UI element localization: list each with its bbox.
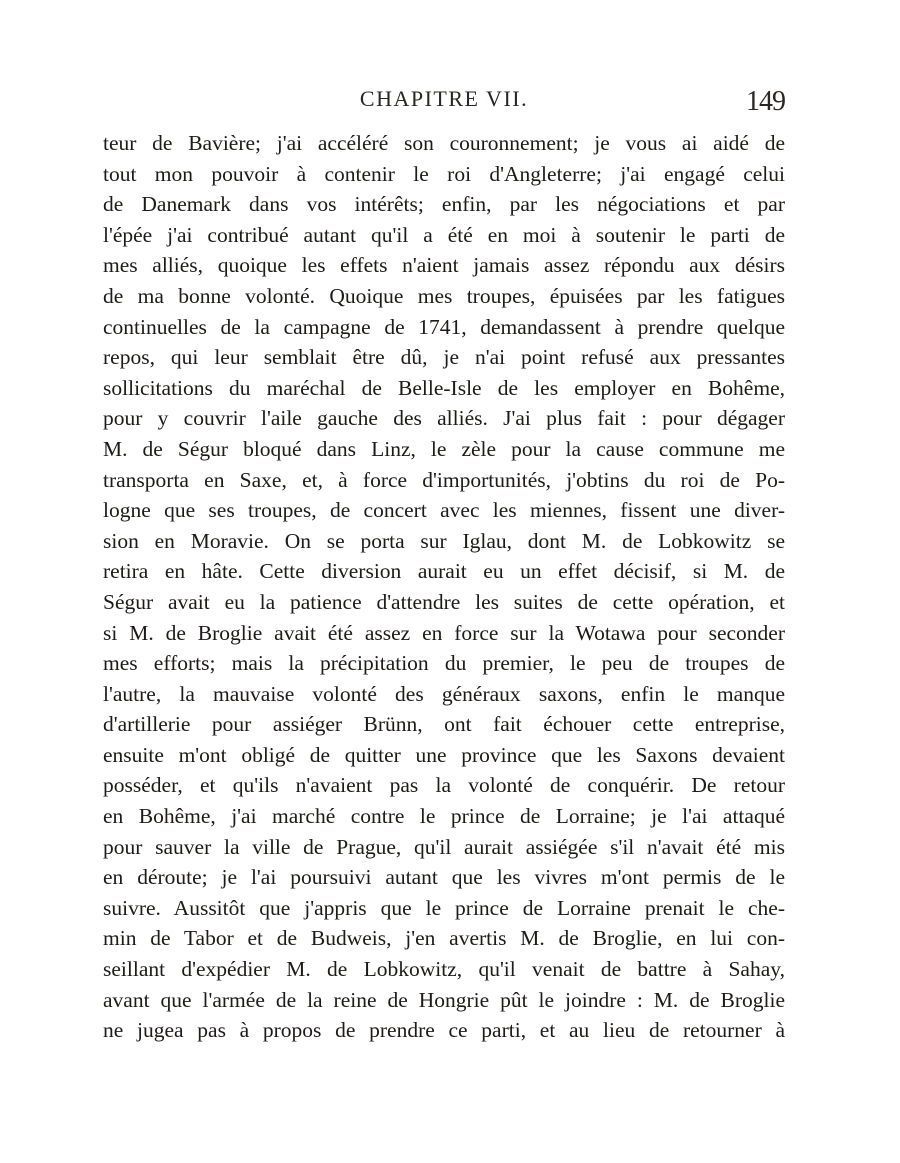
text-line: mes alliés, quoique les effets n'aient jamais assez répondu aux désirs <box>103 253 785 278</box>
running-head <box>103 86 785 126</box>
text-line: en déroute; je l'ai poursuivi autant que les vivres m'ont permis de le <box>103 865 785 890</box>
text-line: transporta en Saxe, et, à force d'importunités, j'obtins du roi de Po- <box>103 467 785 492</box>
text-line: l'autre, la mauvaise volonté des généraux saxons, enfin le manque <box>103 681 785 706</box>
text-line: logne que ses troupes, de concert avec les miennes, fissent une diver- <box>103 498 785 523</box>
text-line: en Bohême, j'ai marché contre le prince de Lorraine; je l'ai attaqué <box>103 804 785 829</box>
text-line: seillant d'expédier M. de Lobkowitz, qu'il venait de battre à Sahay, <box>103 957 785 982</box>
text-line: teur de Bavière; j'ai accéléré son couronnement; je vous ai aidé de <box>103 131 785 155</box>
text-line: M. de Ségur bloqué dans Linz, le zèle pour la cause commune me <box>103 436 785 461</box>
text-line: pour sauver la ville de Prague, qu'il aurait assiégée s'il n'avait été mis <box>103 834 785 859</box>
text-line: ensuite m'ont obligé de quitter une province que les Saxons devaient <box>103 742 785 767</box>
text-line: de Danemark dans vos intérêts; enfin, par les négociations et par <box>103 192 785 217</box>
text-line: avant que l'armée de la reine de Hongrie pût le joindre : M. de Broglie <box>103 987 785 1012</box>
chapter-title: CHAPITRE VII. <box>359 86 529 111</box>
text-line: si M. de Broglie avait été assez en force sur la Wotawa pour seconder <box>103 620 785 645</box>
body-text <box>103 128 785 1046</box>
text-line: Ségur avait eu la patience d'attendre les suites de cette opération, et <box>103 589 785 614</box>
text-line: l'épée j'ai contribué autant qu'il a été en moi à soutenir le parti de <box>103 222 785 247</box>
text-line: posséder, et qu'ils n'avaient pas la volonté de conquérir. De retour <box>103 773 785 798</box>
page-number: 149 <box>746 86 785 117</box>
text-line: tout mon pouvoir à contenir le roi d'Angleterre; j'ai engagé celui <box>103 161 785 186</box>
text-line: sollicitations du maréchal de Belle-Isle de les employer en Bohême, <box>103 375 785 400</box>
text-line: ne jugea pas à propos de prendre ce parti, et au lieu de retourner à <box>103 1018 785 1043</box>
text-line: retira en hâte. Cette diversion aurait eu un effet décisif, si M. de <box>103 559 785 584</box>
text-line: d'artillerie pour assiéger Brünn, ont fait échouer cette entreprise, <box>103 712 785 737</box>
text-line: min de Tabor et de Budweis, j'en avertis M. de Broglie, en lui con- <box>103 926 785 951</box>
text-line: sion en Moravie. On se porta sur Iglau, dont M. de Lobkowitz se <box>103 528 785 553</box>
text-line: continuelles de la campagne de 1741, demandassent à prendre quelque <box>103 314 785 339</box>
text-line: mes efforts; mais la précipitation du premier, le peu de troupes de <box>103 651 785 676</box>
text-line: pour y couvrir l'aile gauche des alliés. J'ai plus fait : pour dégager <box>103 406 785 431</box>
text-line: repos, qui leur semblait être dû, je n'ai point refusé aux pressantes <box>103 345 785 370</box>
text-line: de ma bonne volonté. Quoique mes troupes, épuisées par les fatigues <box>103 283 785 308</box>
text-line: suivre. Aussitôt que j'appris que le prince de Lorraine prenait le che- <box>103 895 785 920</box>
